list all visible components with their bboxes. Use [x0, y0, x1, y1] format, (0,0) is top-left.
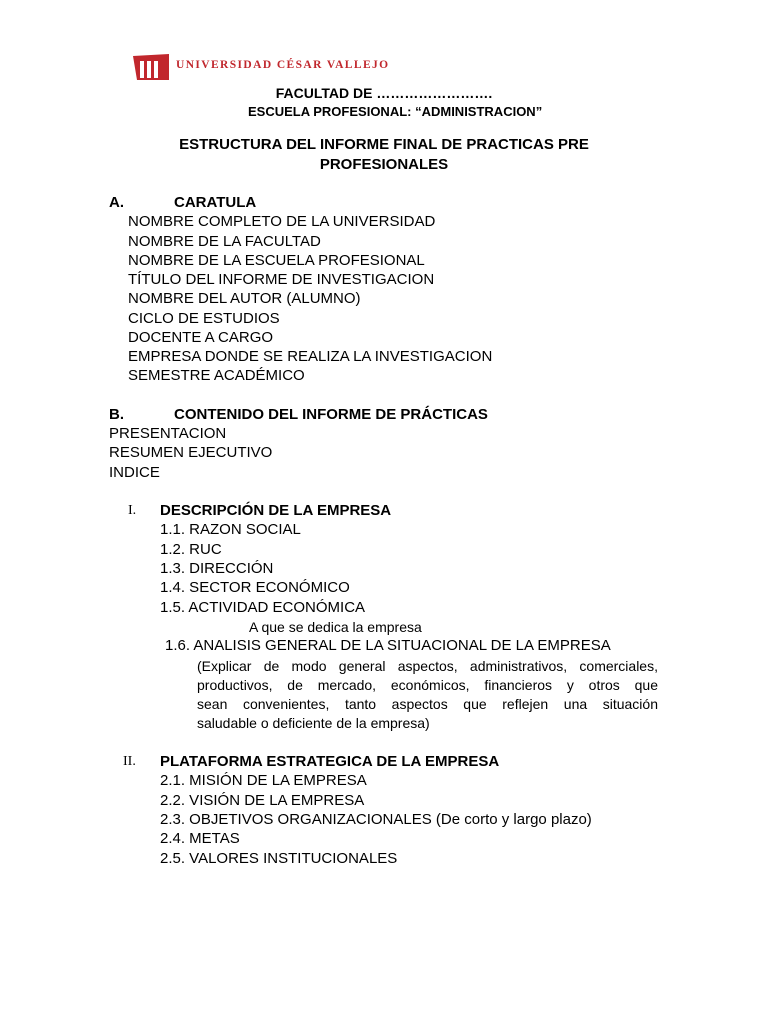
- list-item: 1.2. RUC: [160, 541, 222, 558]
- list-item: NOMBRE DEL AUTOR (ALUMNO): [128, 290, 361, 307]
- list-item: TÍTULO DEL INFORME DE INVESTIGACION: [128, 271, 435, 288]
- list-item: 1.4. SECTOR ECONÓMICO: [160, 579, 350, 596]
- list-item: INDICE: [109, 464, 160, 481]
- section-a-letter: A.: [109, 194, 124, 211]
- list-item: CICLO DE ESTUDIOS: [128, 310, 280, 327]
- document-title-line2: PROFESIONALES: [319, 156, 449, 173]
- list-item: EMPRESA DONDE SE REALIZA LA INVESTIGACION: [128, 348, 493, 365]
- list-item: NOMBRE COMPLETO DE LA UNIVERSIDAD: [128, 213, 436, 230]
- list-item: PRESENTACION: [109, 425, 227, 442]
- list-item: 1.6. ANALISIS GENERAL DE LA SITUACIONAL DE LA EMPRESA: [165, 637, 611, 654]
- school-line: ESCUELA PROFESIONAL: “ADMINISTRACION”: [248, 104, 543, 119]
- list-item: NOMBRE DE LA FACULTAD: [128, 233, 321, 250]
- paragraph-line: productivos, de mercado, económicos, financieros y otros que: [197, 677, 658, 693]
- document-title-line1: ESTRUCTURA DEL INFORME FINAL DE PRACTICAS PRE: [179, 136, 589, 153]
- list-item: RESUMEN EJECUTIVO: [109, 444, 273, 461]
- university-logo-icon: [133, 54, 169, 80]
- section-b-heading: CONTENIDO DEL INFORME DE PRÁCTICAS: [174, 406, 488, 423]
- list-item: 2.1. MISIÓN DE LA EMPRESA: [160, 772, 367, 789]
- list-item: 2.3. OBJETIVOS ORGANIZACIONALES (De corto y largo plazo): [160, 811, 592, 828]
- list-item: DOCENTE A CARGO: [128, 329, 274, 346]
- paragraph-line: saludable o deficiente de la empresa): [197, 715, 430, 731]
- activity-note: A que se dedica la empresa: [249, 619, 422, 635]
- list-item: NOMBRE DE LA ESCUELA PROFESIONAL: [128, 252, 425, 269]
- faculty-line: FACULTAD DE …………………….: [275, 85, 493, 101]
- chapter-2-numeral: II.: [123, 754, 136, 769]
- paragraph-line: (Explicar de modo general aspectos, administrativos, comerciales,: [197, 658, 658, 674]
- paragraph-line: sean convenientes, tanto aspectos que reflejen una situación: [197, 696, 658, 712]
- list-item: 1.3. DIRECCIÓN: [160, 560, 274, 577]
- section-b-letter: B.: [109, 406, 124, 423]
- university-logo-text: UNIVERSIDAD CÉSAR VALLEJO: [176, 59, 390, 71]
- chapter-1-heading: DESCRIPCIÓN DE LA EMPRESA: [160, 502, 392, 519]
- list-item: 2.5. VALORES INSTITUCIONALES: [160, 850, 398, 867]
- chapter-2-heading: PLATAFORMA ESTRATEGICA DE LA EMPRESA: [160, 753, 500, 770]
- section-a-heading: CARATULA: [174, 194, 257, 211]
- list-item: SEMESTRE ACADÉMICO: [128, 367, 305, 384]
- chapter-1-numeral: I.: [128, 503, 137, 518]
- list-item: 2.2. VISIÓN DE LA EMPRESA: [160, 792, 365, 809]
- list-item: 2.4. METAS: [160, 830, 240, 847]
- list-item: 1.1. RAZON SOCIAL: [160, 521, 301, 538]
- list-item: 1.5. ACTIVIDAD ECONÓMICA: [160, 599, 366, 616]
